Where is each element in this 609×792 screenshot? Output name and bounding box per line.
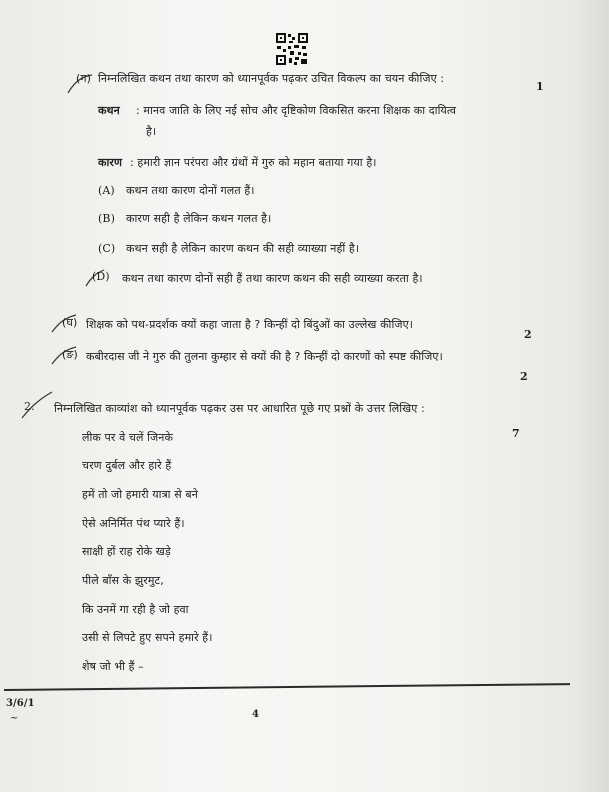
- marks-q2: 7: [512, 427, 520, 440]
- karan-label: कारण: [98, 156, 123, 169]
- question-number-2: 2.: [24, 400, 35, 413]
- option-text-a: कथन तथा कारण दोनों गलत हैं।: [126, 184, 255, 197]
- footer-code: 3/6/1: [6, 698, 35, 709]
- footer-tilde: ~: [10, 713, 19, 724]
- question-label-ga: (ग): [76, 72, 92, 85]
- question-instruction-2: निम्नलिखित काव्यांश को ध्यानपूर्वक पढ़कर उस पर आधारित पूछे गए प्रश्नों के उत्तर लिखिए :: [54, 402, 425, 415]
- poem-line-8: उसी से लिपटे हुए सपने हमारे हैं।: [82, 631, 213, 644]
- footer-rule: [4, 683, 570, 691]
- poem-line-2: चरण दुर्बल और हारे हैं: [82, 459, 172, 472]
- option-key-b: (B): [98, 212, 115, 225]
- kathan-label: कथन: [98, 104, 120, 117]
- karan-text: : हमारी ज्ञान परंपरा और ग्रंथों में गुरु को महान बताया गया है।: [130, 156, 377, 169]
- poem-line-7: कि उनमें गा रही है जो हवा: [82, 603, 189, 616]
- poem-line-4: ऐसे अनिर्मित पंथ प्यारे हैं।: [82, 517, 185, 530]
- kathan-text-line1: : मानव जाति के लिए नई सोच और दृष्टिकोण विकसित करना शिक्षक का दायित्व: [136, 104, 457, 117]
- marks-gha: 2: [524, 328, 532, 341]
- question-label-nga: (ङ): [62, 348, 78, 361]
- poem-line-1: लीक पर वे चलें जिनके: [82, 431, 174, 444]
- poem-line-3: हमें तो जो हमारी यात्रा से बने: [82, 488, 198, 501]
- question-label-gha: (घ): [62, 316, 78, 329]
- option-key-c: (C): [98, 242, 116, 255]
- option-text-c: कथन सही है लेकिन कारण कथन की सही व्याख्या नहीं है।: [126, 242, 360, 255]
- poem-line-5: साक्षी हों राह रोके खड़े: [82, 545, 171, 558]
- qr-code-icon: [275, 32, 309, 66]
- page-edge-shadow: [570, 0, 609, 792]
- page-number: 4: [252, 709, 260, 720]
- option-key-d: (D): [92, 270, 110, 283]
- question-instruction-ga: निम्नलिखित कथन तथा कारण को ध्यानपूर्वक पढ़कर उचित विकल्प का चयन कीजिए :: [98, 72, 445, 85]
- option-text-b: कारण सही है लेकिन कथन गलत है।: [126, 212, 272, 225]
- option-text-d: कथन तथा कारण दोनों सही हैं तथा कारण कथन की सही व्याख्या करता है।: [122, 272, 423, 285]
- marks-ga: 1: [536, 80, 544, 93]
- question-text-gha: शिक्षक को पथ-प्रदर्शक क्यों कहा जाता है ? किन्हीं दो बिंदुओं का उल्लेख कीजिए।: [86, 318, 414, 331]
- marks-nga: 2: [520, 370, 528, 383]
- poem-line-6: पीले बाँस के झुरमुट,: [82, 574, 164, 587]
- option-key-a: (A): [98, 184, 115, 197]
- question-text-nga: कबीरदास जी ने गुरु की तुलना कुम्हार से क्यों की है ? किन्हीं दो कारणों को स्पष्ट कीजिए।: [86, 350, 443, 363]
- kathan-text-line2: है।: [146, 125, 157, 138]
- poem-line-9: शेष जो भी हैं –: [82, 660, 144, 673]
